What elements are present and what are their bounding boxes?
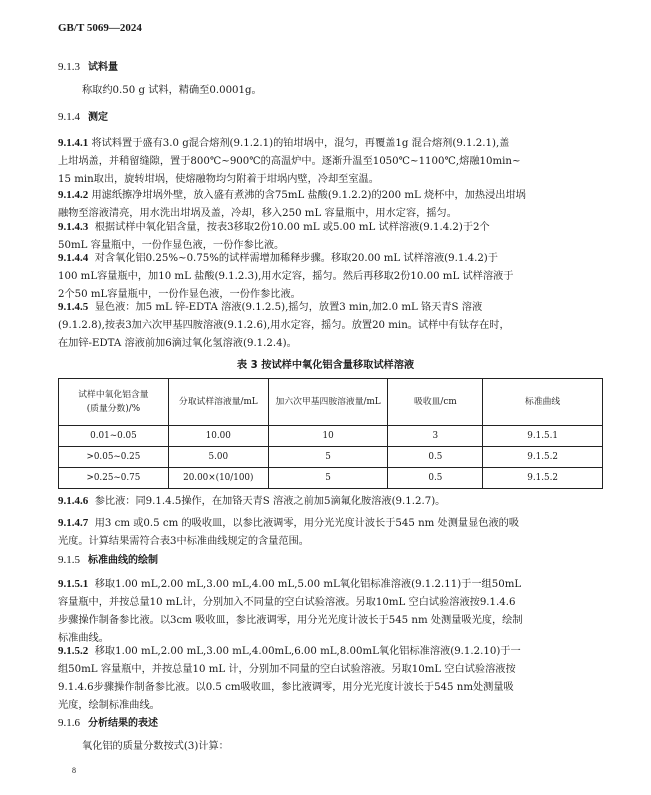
paragraph-9-1-4-4	[58, 249, 603, 304]
table-cell: 20.00×(10/100)	[168, 468, 268, 489]
header-hexamine-volume: 加六次甲基四胺溶液量/mL	[268, 379, 388, 426]
line: 上坩埚盖，并稍留缝隙，置于800℃~900℃的高温炉中。逐渐升温至1050℃~1100℃,熔融10min~	[58, 156, 521, 167]
clause-code: 9.1.4.5	[58, 301, 89, 313]
section-heading-9-1-5	[58, 551, 603, 570]
line: 2个50 mL容量瓶中，一份作显色液，一份作参比液。	[58, 289, 301, 300]
clause-code: 9.1.4.7	[58, 517, 89, 529]
table-cell: 9.1.5.1	[483, 426, 603, 447]
line: 根据试样中氧化铝含量，按表3移取2份10.00 mL 或5.00 mL 试样溶液(9.1.4.2)于2个	[94, 222, 490, 233]
paragraph-9-1-4-1	[58, 134, 603, 189]
clause-code: 9.1.5.1	[58, 578, 89, 590]
paragraph-9-1-4-5	[58, 298, 603, 353]
table-cell: >0.05~0.25	[59, 447, 169, 468]
section-heading-9-1-6	[58, 714, 603, 733]
section-heading-9-1-3	[58, 58, 603, 77]
header-sample-volume: 分取试样溶液量/mL	[168, 379, 268, 426]
line: 参比液：同9.1.4.5操作，在加铬天青S 溶液之前加5滴氟化胺溶液(9.1.2.7)。	[94, 496, 446, 507]
table-cell: 9.1.5.2	[483, 447, 603, 468]
line: (9.1.2.8),按表3加六次甲基四胺溶液(9.1.2.6),用水定容，摇匀。放置20 min。试样中有钛存在时，	[58, 320, 510, 331]
section-title: 分析结果的表述	[88, 718, 158, 729]
standard-header: GB/T 5069—2024	[58, 22, 142, 34]
sample-volume-table	[58, 378, 603, 489]
line: 将试料置于盛有3.0 g混合熔剂(9.1.2.1)的铂坩埚中，混匀，再覆盖1g 混合熔剂(9.1.2.1),盖	[91, 138, 510, 149]
table-cell: 5	[268, 447, 388, 468]
line: 在加锌-EDTA 溶液前加6滴过氧化氢溶液(9.1.2.4)。	[58, 338, 297, 349]
paragraph-9-1-6: 氧化铝的质量分数按式(3)计算：	[82, 741, 229, 752]
table-title: 表 3 按试样中氧化铝含量移取试样溶液	[236, 360, 415, 371]
table-cell: 10	[268, 426, 388, 447]
table-cell: 10.00	[168, 426, 268, 447]
section-number: 9.1.3	[58, 61, 80, 73]
line: 融物至溶液清亮，用水洗出坩埚及盖，冷却，移入250 mL 容量瓶中，用水定容，摇匀。	[58, 208, 457, 219]
table-cell: 0.5	[388, 447, 483, 468]
clause-code: 9.1.4.3	[58, 221, 89, 233]
paragraph-9-1-5-2	[58, 642, 603, 715]
table-row	[59, 447, 603, 468]
line: 15 min取出，旋转坩埚，使熔融物均匀附着于坩埚内壁，冷却至室温。	[58, 174, 379, 185]
line: 对含氧化铝0.25%~0.75%的试样需增加稀释步骤。移取20.00 mL 试样溶液(9.1.4.2)于	[94, 253, 498, 264]
line: 标准曲线。	[58, 633, 109, 644]
table-cell: 5.00	[168, 447, 268, 468]
section-number: 9.1.5	[58, 554, 80, 566]
table-cell: 0.5	[388, 468, 483, 489]
line: 移取1.00 mL,2.00 mL,3.00 mL,4.00 mL,5.00 mL氧化铝标准溶液(9.1.2.11)于一组50mL	[94, 579, 522, 590]
clause-code: 9.1.5.2	[58, 645, 89, 657]
paragraph-9-1-4-6	[58, 492, 603, 511]
line: 容量瓶中，并按总量10 mL计，分别加入不同量的空白试验溶液。另取10mL 空白试验溶液按9.1.4.6	[58, 597, 516, 608]
clause-code: 9.1.4.2	[58, 189, 89, 201]
table-cell: 5	[268, 468, 388, 489]
section-title: 测定	[88, 112, 108, 123]
section-number: 9.1.4	[58, 111, 80, 123]
clause-code: 9.1.4.4	[58, 252, 89, 264]
line: 光度。计算结果需符合表3中标准曲线规定的含量范围。	[58, 536, 309, 547]
section-heading-9-1-4	[58, 108, 603, 127]
paragraph-9-1-5-1	[58, 575, 603, 648]
line: 步骤操作制备参比液。以3cm 吸收皿，参比液调零，用分光光度计波长于545 nm 处测量吸光度，绘制	[58, 615, 523, 626]
table-cell: >0.25~0.75	[59, 468, 169, 489]
page-number: 8	[72, 766, 76, 775]
header-alumina-content	[59, 379, 169, 426]
table-row	[59, 426, 603, 447]
line: 组50mL 容量瓶中，并按总量10 mL 计，分别加不同量的空白试验溶液。另取10mL 空白试验溶液按	[58, 664, 516, 675]
section-number: 9.1.6	[58, 717, 80, 729]
header-cuvette: 吸收皿/cm	[388, 379, 483, 426]
clause-code: 9.1.4.6	[58, 495, 89, 507]
table-cell: 9.1.5.2	[483, 468, 603, 489]
line: 9.1.4.6步骤操作制备参比液。以0.5 cm吸收皿，参比液调零，用分光光度计波长于545 nm处测量吸	[58, 682, 514, 693]
table-cell: 0.01~0.05	[59, 426, 169, 447]
line: 用3 cm 或0.5 cm 的吸收皿，以参比液调零，用分光光度计波长于545 nm 处测量显色液的吸	[94, 518, 520, 529]
line: 用滤纸擦净坩埚外壁，放入盛有煮沸的含75mL 盐酸(9.1.2.2)的200 mL 烧杯中，加热浸出坩埚	[91, 190, 526, 201]
line: 50mL 容量瓶中，一份作显色液，一份作参比液。	[58, 240, 285, 251]
line: 显色液：加5 mL 锌-EDTA 溶液(9.1.2.5),摇匀，放置3 min,加2.0 mL 铬天青S 溶液	[94, 302, 483, 313]
table-row	[59, 468, 603, 489]
clause-code: 9.1.4.1	[58, 137, 89, 149]
section-title: 试料量	[88, 62, 118, 73]
header-text: 试样中氧化铝含量 (质量分数)/%	[78, 390, 149, 414]
paragraph-9-1-4-7	[58, 514, 603, 551]
section-title: 标准曲线的绘制	[88, 555, 158, 566]
line: 100 mL容量瓶中，加10 mL 盐酸(9.1.2.3),用水定容，摇匀。然后再移取2份10.00 mL 试样溶液于	[58, 271, 514, 282]
paragraph-9-1-3: 称取约0.50 g 试料，精确至0.0001g。	[82, 85, 262, 96]
table-cell: 3	[388, 426, 483, 447]
header-standard-curve: 标准曲线	[483, 379, 603, 426]
line: 移取1.00 mL,2.00 mL,3.00 mL,4.00mL,6.00 mL,8.00mL氧化铝标准溶液(9.1.2.10)于一	[94, 646, 521, 657]
line: 光度，绘制标准曲线。	[58, 700, 160, 711]
